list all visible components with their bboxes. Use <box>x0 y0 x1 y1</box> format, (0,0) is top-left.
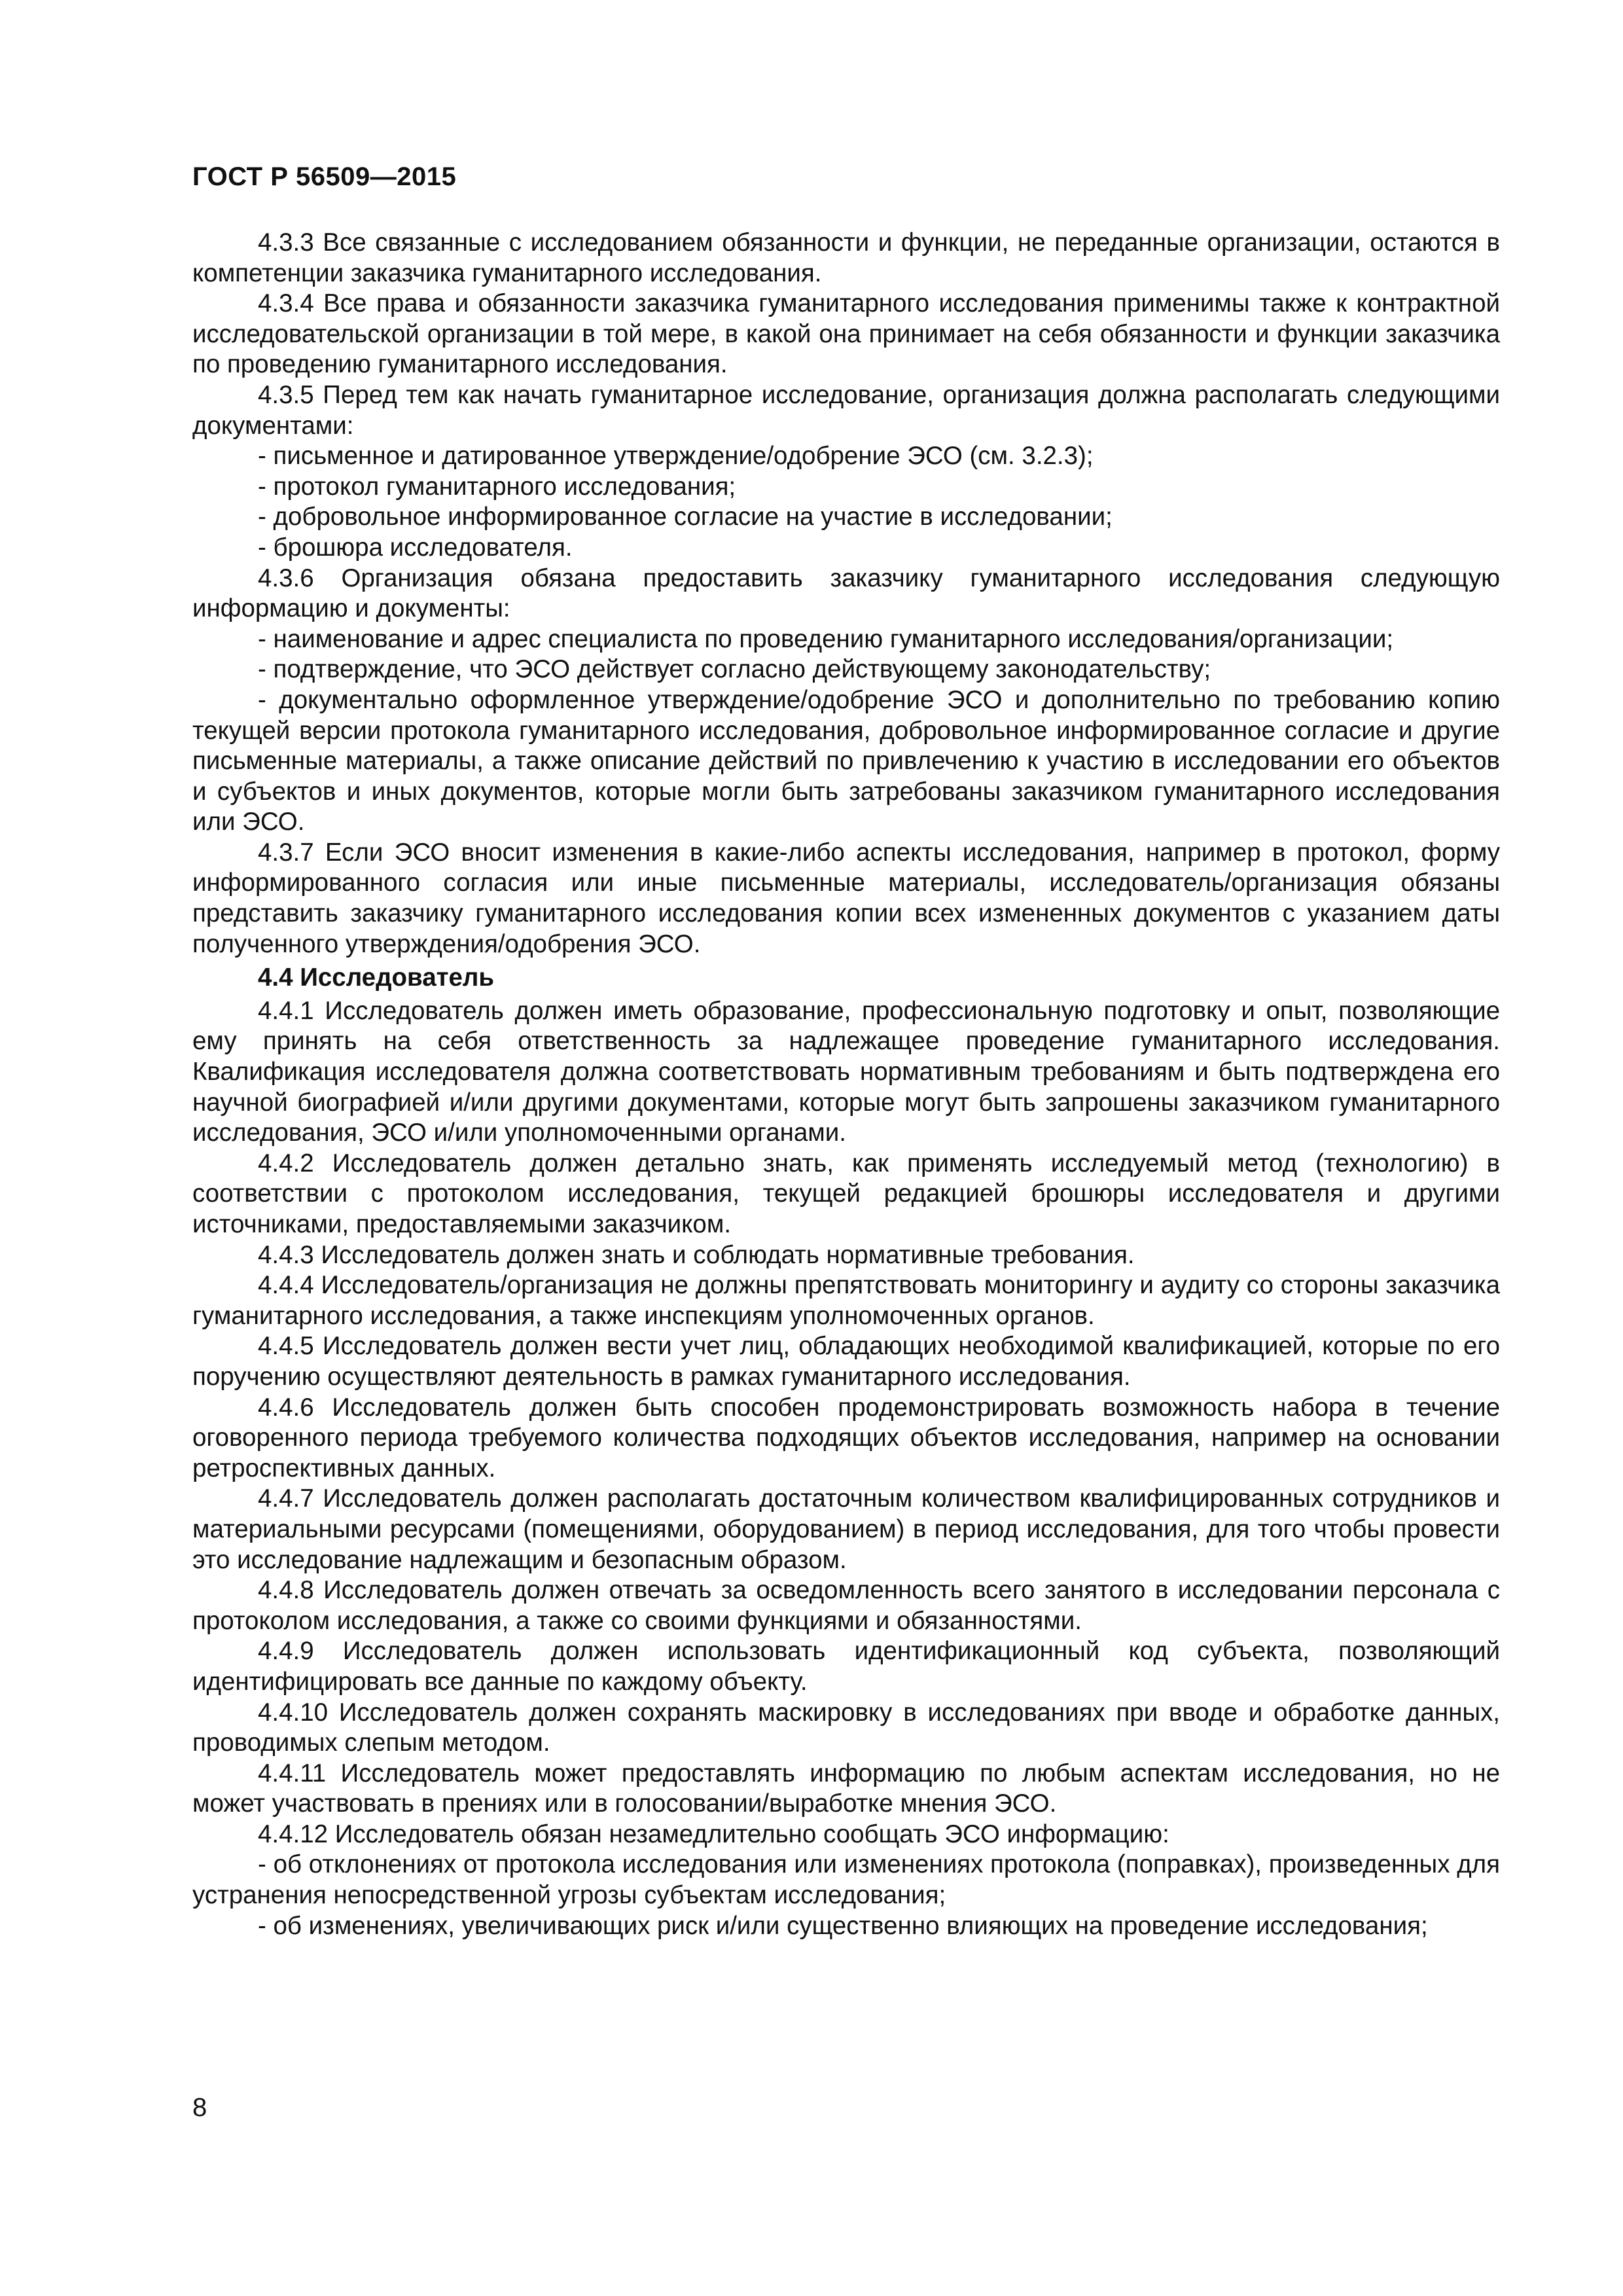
paragraph: 4.3.3 Все связанные с исследованием обязанности и функции, не переданные организации, остаются в компетенции заказчика гуманитарного исследования. <box>192 228 1500 287</box>
paragraph: 4.4.10 Исследователь должен сохранять маскировку в исследованиях при вводе и обработке данных, проводимых слепым методом. <box>192 1698 1500 1757</box>
paragraph: 4.3.6 Организация обязана предоставить заказчику гуманитарного исследования следующую информацию и документы: <box>192 564 1500 623</box>
paragraph: 4.4.2 Исследователь должен детально знать, как применять исследуемый метод (технологию) в соответствии с протоколом исследования, текущей редакцией брошюры исследователя и другими источниками, предоставляемыми заказчиком. <box>192 1149 1500 1238</box>
paragraph: 4.4.4 Исследователь/организация не должны препятствовать мониторингу и аудиту со стороны заказчика гуманитарного исследования, а также инспекциям уполномоченных органов. <box>192 1271 1500 1330</box>
paragraph: 4.3.7 Если ЭСО вносит изменения в какие-либо аспекты исследования, например в протокол, форму информированного согласия или иные письменные материалы, исследователь/организация обязаны представить заказчику гуманитарного исследования копии всех измененных документов с указанием даты полученного утверждения/одобрения ЭСО. <box>192 838 1500 958</box>
list-item: - добровольное информированное согласие на участие в исследовании; <box>258 503 1113 531</box>
paragraph: 4.4.8 Исследователь должен отвечать за осведомленность всего занятого в исследовании персонала с протоколом исследования, а также со своими функциями и обязанностями. <box>192 1576 1500 1635</box>
paragraph: 4.4.9 Исследователь должен использовать идентификационный код субъекта, позволяющий идентифицировать все данные по каждому объекту. <box>192 1637 1500 1696</box>
list-item: - об отклонениях от протокола исследования или изменениях протокола (поправках), произведенных для устранения непосредственной угрозы субъектам исследования; <box>192 1850 1500 1910</box>
list-item: - протокол гуманитарного исследования; <box>258 472 736 501</box>
document-body <box>192 228 1500 1941</box>
list-item: - подтверждение, что ЭСО действует согласно действующему законодательству; <box>258 655 1211 684</box>
page-number: 8 <box>192 2093 207 2122</box>
paragraph: 4.4.11 Исследователь может предоставлять информацию по любым аспектам исследования, но не может участвовать в прениях или в голосовании/выработке мнения ЭСО. <box>192 1759 1500 1818</box>
section-heading: 4.4 Исследователь <box>258 963 494 992</box>
list-item: - письменное и датированное утверждение/одобрение ЭСО (см. 3.2.3); <box>258 442 1094 471</box>
list-item: - документально оформленное утверждение/одобрение ЭСО и дополнительно по требованию копию текущей версии протокола гуманитарного исследования, добровольное информированное согласие и другие письменные материалы, а также описание действий по привлечению к участию в исследовании его объектов и субъектов и иных документов, которые могли быть затребованы заказчиком гуманитарного исследования или ЭСО. <box>192 685 1500 836</box>
paragraph: 4.4.1 Исследователь должен иметь образование, профессиональную подготовку и опыт, позволяющие ему принять на себя ответственность за надлежащее проведение гуманитарного исследования. Квалификация исследователя должна соответствовать нормативным требованиям и быть подтверждена его научной биографией и/или другими документами, которые могут быть запрошены заказчиком гуманитарного исследования, ЭСО и/или уполномоченными органами. <box>192 996 1500 1147</box>
paragraph: 4.4.3 Исследователь должен знать и соблюдать нормативные требования. <box>258 1240 1135 1269</box>
paragraph: 4.4.12 Исследователь обязан незамедлительно сообщать ЭСО информацию: <box>258 1820 1169 1848</box>
paragraph: 4.3.4 Все права и обязанности заказчика гуманитарного исследования применимы также к контрактной исследовательской организации в той мере, в какой она принимает на себя обязанности и функции заказчика по проведению гуманитарного исследования. <box>192 289 1500 379</box>
list-item: - наименование и адрес специалиста по проведению гуманитарного исследования/организации; <box>258 624 1394 653</box>
paragraph: 4.4.7 Исследователь должен располагать достаточным количеством квалифицированных сотрудников и материальными ресурсами (помещениями, оборудованием) в период исследования, для того чтобы провести это исследование надлежащим и безопасным образом. <box>192 1484 1500 1574</box>
paragraph: 4.4.6 Исследователь должен быть способен продемонстрировать возможность набора в течение оговоренного периода требуемого количества подходящих объектов исследования, например на основании ретроспективных данных. <box>192 1393 1500 1482</box>
paragraph: 4.4.5 Исследователь должен вести учет лиц, обладающих необходимой квалификацией, которые по его поручению осуществляют деятельность в рамках гуманитарного исследования. <box>192 1332 1500 1391</box>
document-header: ГОСТ Р 56509—2015 <box>192 162 457 191</box>
paragraph: 4.3.5 Перед тем как начать гуманитарное исследование, организация должна располагать следующими документами: <box>192 380 1500 440</box>
list-item: - об изменениях, увеличивающих риск и/или существенно влияющих на проведение исследования; <box>258 1911 1428 1940</box>
list-item: - брошюра исследователя. <box>258 533 573 562</box>
